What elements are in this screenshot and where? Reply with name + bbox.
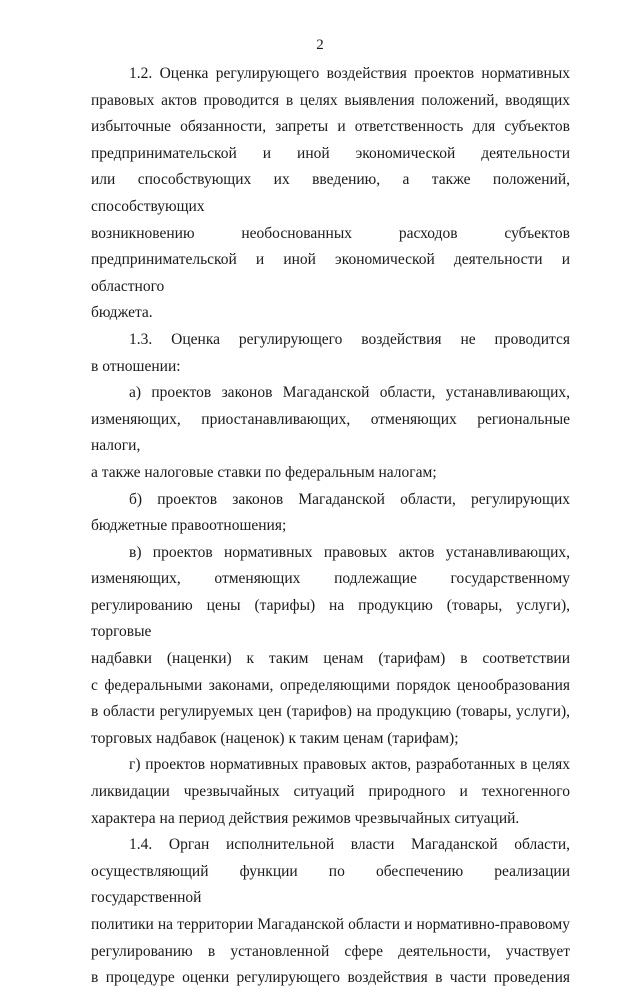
- text-line: политики на территории Магаданской области и нормативно-правовому: [91, 916, 570, 933]
- text-line: предпринимательской и иной экономической деятельности: [91, 144, 570, 162]
- text-line: правовых актов проводится в целях выявления положений, вводящих: [91, 91, 570, 109]
- paragraph-1-4: [91, 832, 570, 992]
- text-line: 1.4. Орган исполнительной власти Магаданской области,: [129, 836, 570, 854]
- text-line: регулированию цены (тарифы) на продукцию (товары, услуги), торговые: [91, 596, 570, 641]
- paragraph-item-v: [91, 540, 570, 753]
- text-line: 1.3. Оценка регулирующего воздействия не проводится: [129, 330, 570, 348]
- text-line: ликвидации чрезвычайных ситуаций природного и техногенного: [91, 783, 570, 801]
- text-line: возникновению необоснованных расходов субъектов: [91, 224, 570, 242]
- text-line: бюджетные правоотношения;: [91, 517, 287, 535]
- text-line: в процедуре оценки регулирующего воздействия в части проведения: [91, 969, 570, 987]
- paragraph-1-3: [91, 327, 570, 380]
- paragraph-item-g: [91, 752, 570, 832]
- paragraph-item-a: [91, 380, 570, 486]
- text-line: изменяющих, приостанавливающих, отменяющих региональные налоги,: [91, 410, 570, 455]
- text-line: 1.2. Оценка регулирующего воздействия проектов нормативных: [129, 65, 570, 82]
- text-line: характера на период действия режимов чрезвычайных ситуаций.: [91, 809, 520, 827]
- text-line: г) проектов нормативных правовых актов, разработанных в целях: [129, 756, 570, 774]
- text-line: надбавки (наценки) к таким ценам (тарифам) в соответствии: [91, 650, 570, 668]
- text-line: а также налоговые ставки по федеральным налогам;: [91, 463, 437, 481]
- text-line: избыточные обязанности, запреты и ответственность для субъектов: [91, 118, 570, 136]
- text-line: торговых надбавок (наценок) к таким ценам (тарифам);: [91, 729, 459, 747]
- text-line: в отношении:: [91, 357, 181, 375]
- document-body: [91, 61, 570, 992]
- text-line: а) проектов законов Магаданской области, устанавливающих,: [129, 384, 570, 402]
- paragraph-item-b: [91, 487, 570, 540]
- text-line: бюджета.: [91, 304, 153, 322]
- text-line: или способствующих их введению, а также положений, способствующих: [91, 171, 570, 215]
- text-line: регулированию в установленной сфере деятельности, участвует: [91, 942, 570, 960]
- text-line: в) проектов нормативных правовых актов устанавливающих,: [129, 543, 570, 561]
- paragraph-1-2: [91, 61, 570, 327]
- text-line: предпринимательской и иной экономической деятельности и областного: [91, 251, 570, 295]
- text-line: осуществляющий функции по обеспечению реализации государственной: [91, 862, 570, 907]
- text-line: с федеральными законами, определяющими порядок ценообразования: [91, 676, 570, 694]
- text-line: изменяющих, отменяющих подлежащие государственному: [91, 570, 570, 588]
- text-line: в области регулируемых цен (тарифов) на продукцию (товары, услуги),: [91, 703, 570, 721]
- text-line: б) проектов законов Магаданской области, регулирующих: [129, 490, 570, 508]
- page-number: 2: [316, 37, 324, 53]
